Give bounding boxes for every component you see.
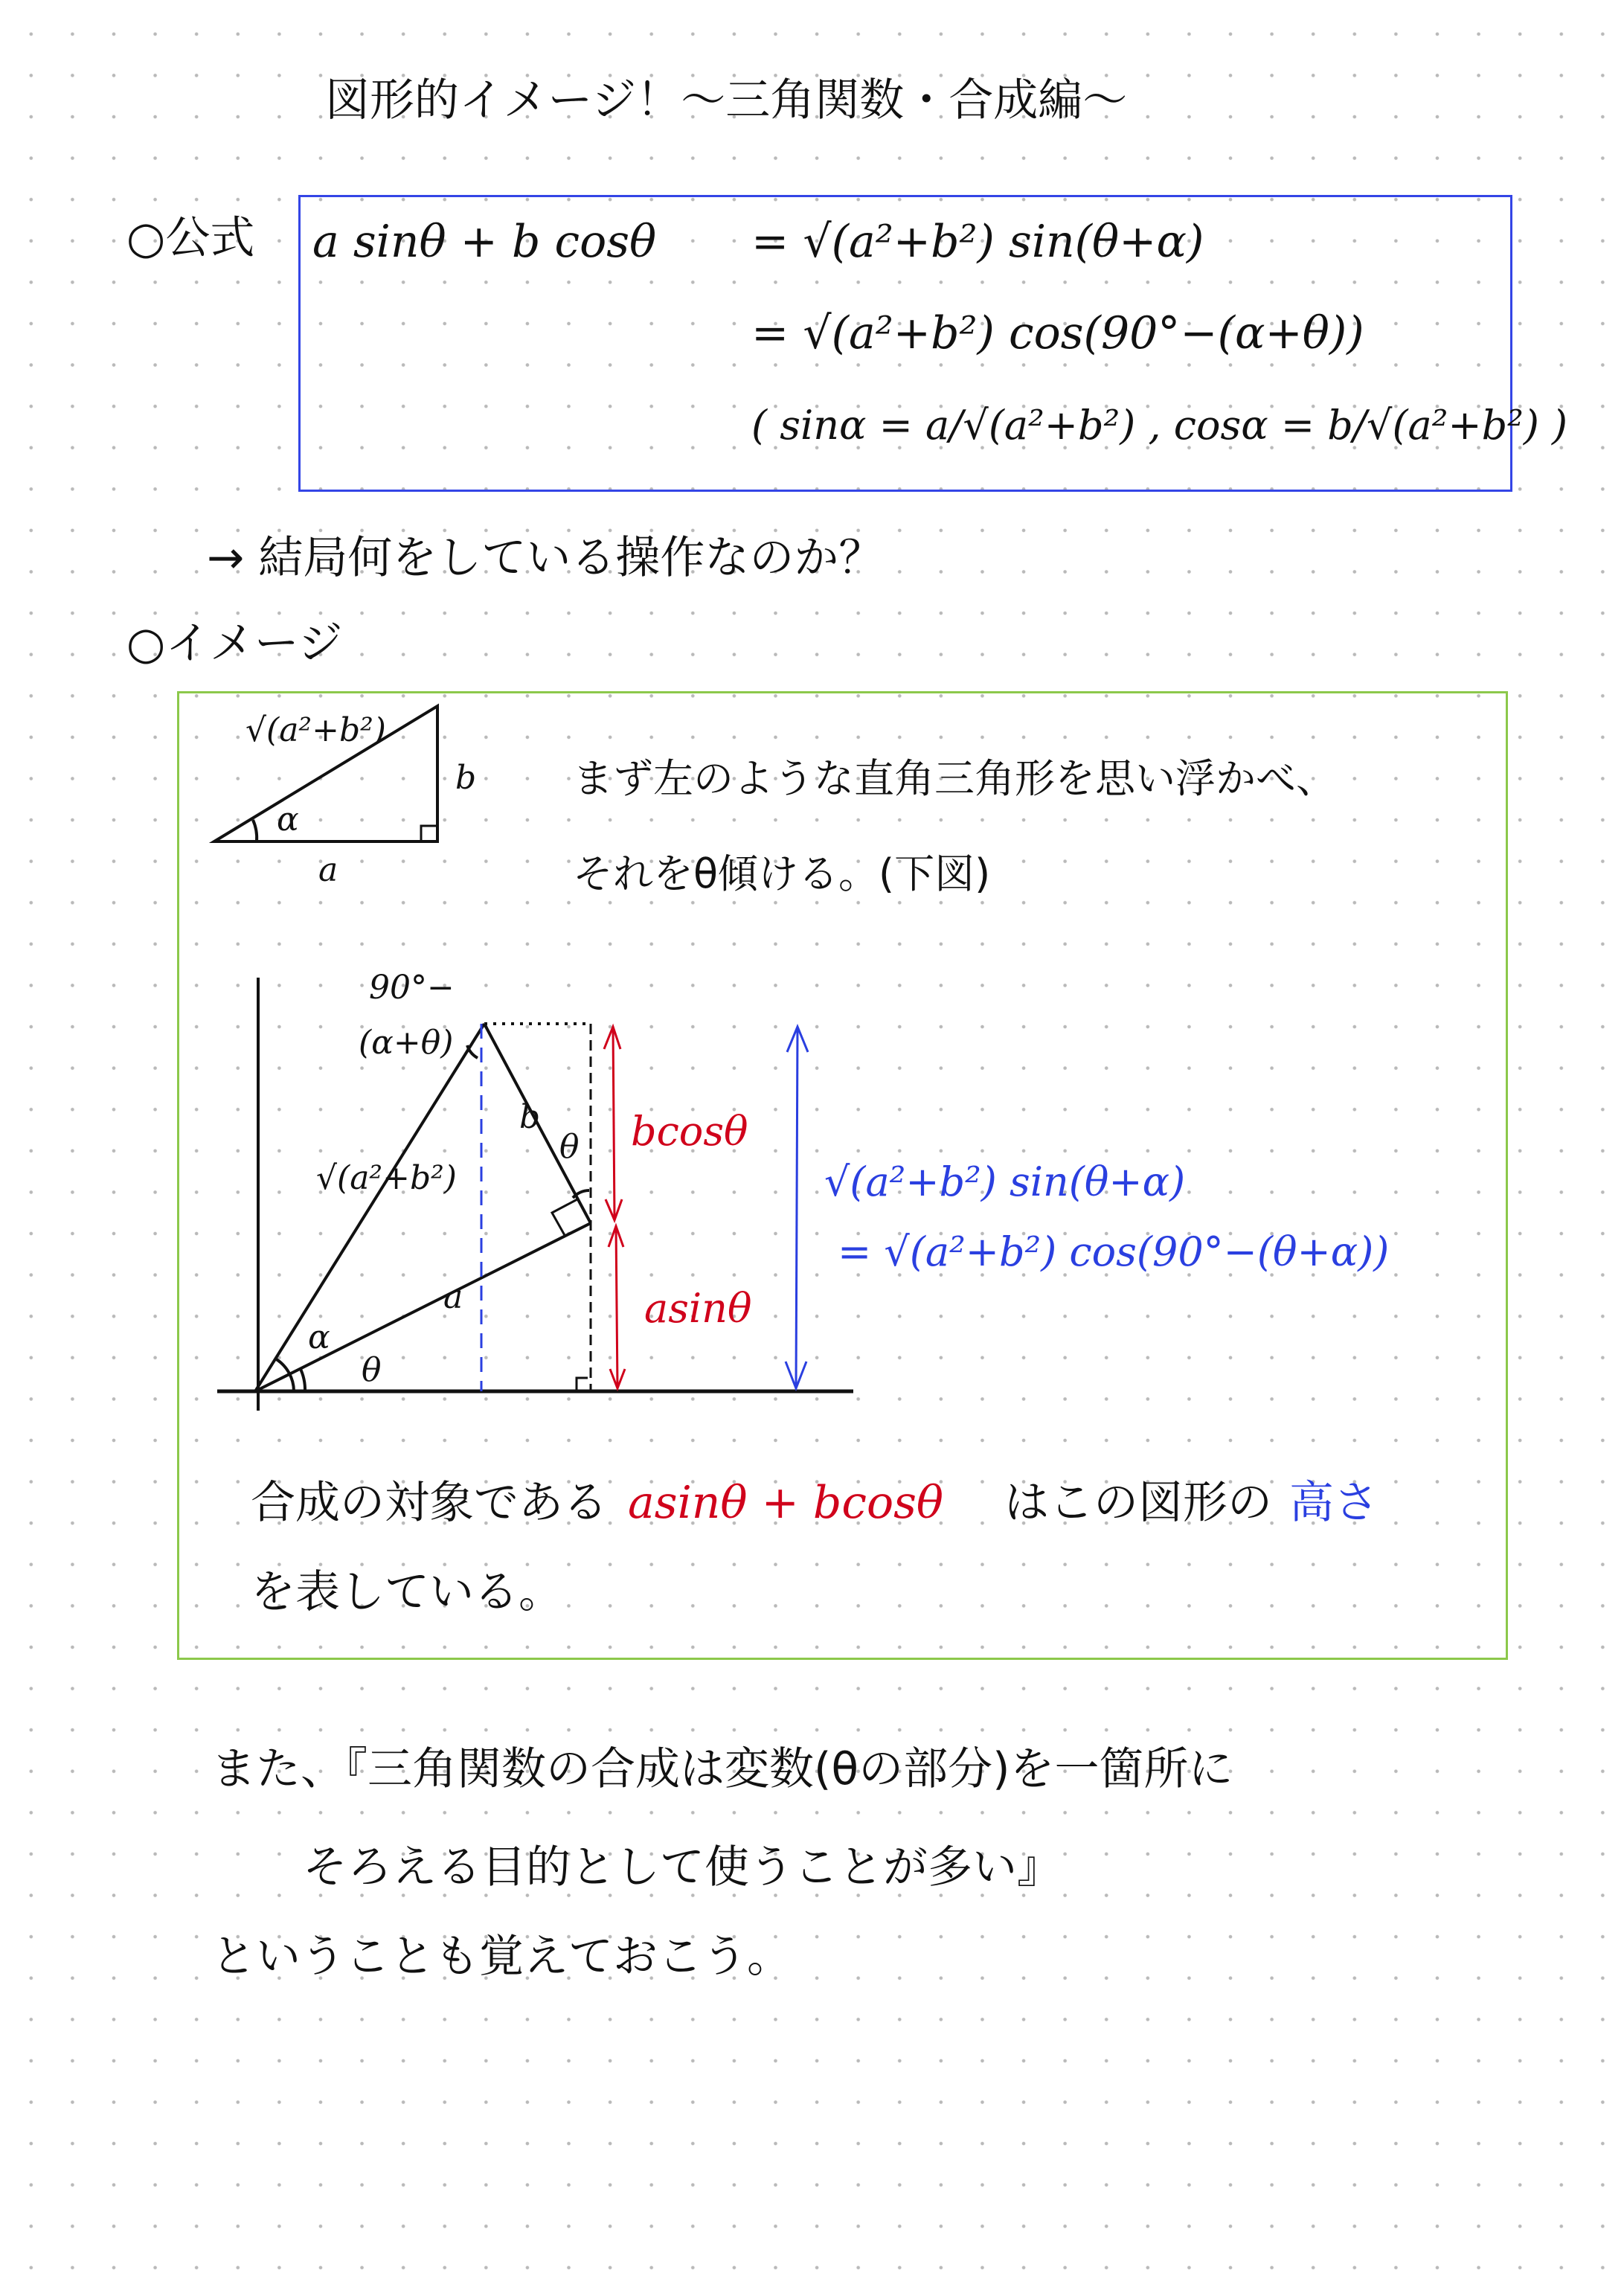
page-title: 図形的イメージ！〜三角関数・合成編〜 [325,74,1128,126]
apex-angle-label-1: 90°− [369,969,455,1007]
conclusion-height: 高さ [1289,1477,1379,1529]
small-b-label: b [455,759,477,797]
small-a-label: a [318,851,338,889]
small-hyp-label: √(a²+b²) [245,711,386,749]
question-text: → 結局何をしている操作なのか？ [207,532,884,584]
conclusion-text-1: 合成の対象である [251,1477,608,1529]
side-a-label: a [443,1278,463,1316]
bottom-right-angle-mark [577,1378,588,1391]
conclusion-expression: asinθ + bcosθ [628,1477,943,1529]
conclusion-text-3: を表している。 [251,1566,563,1618]
height-arrow [796,1027,797,1388]
asin-label: asinθ [644,1285,752,1332]
formula-line1-lhs: a sinθ + b cosθ [312,216,657,268]
side-b-label: b [519,1098,541,1136]
conclusion-text-2: はこの図形の [1004,1477,1272,1529]
alpha-label: α [308,1318,330,1356]
small-alpha-label: α [277,801,299,838]
formula-line3: ( sinα = a/√(a²+b²) , cosα = b/√(a²+b²) ) [751,402,1568,449]
formula-line2: = √(a²+b²) cos(90°−(α+θ)) [751,307,1364,359]
top-theta-label: θ [559,1128,580,1166]
note-line2: そろえる目的として使うことが多い』 [303,1841,1062,1893]
hyp-label: √(a²+b²) [316,1159,457,1197]
small-right-angle-mark [421,826,437,841]
hypotenuse-line [255,1024,484,1391]
theta-arc [300,1367,305,1391]
asin-arrow [616,1226,617,1388]
height-formula-1: √(a²+b²) sin(θ+α) [824,1158,1186,1205]
note-line3: ということも覚えておこう。 [211,1931,792,1983]
apex-angle-arc [467,1045,478,1058]
height-formula-2: = √(a²+b²) cos(90°−(θ+α)) [838,1228,1390,1275]
bcos-label: bcosθ [631,1108,748,1155]
image-heading: ○イメージ [126,618,343,670]
bcos-arrow [613,1027,614,1220]
small-alpha-arc [253,820,257,841]
explain-line1: まず左のような直角三角形を思い浮かべ、 [573,755,1336,802]
side-a-line [255,1223,591,1391]
formula-heading: ○公式 [126,212,255,264]
theta-label: θ [362,1351,382,1389]
formula-line1-rhs: = √(a²+b²) sin(θ+α) [751,216,1204,268]
explain-line2: それをθ傾ける。(下図) [573,850,991,897]
note-line1: また、『三角関数の合成は変数(θの部分)を一箇所に [211,1743,1233,1795]
apex-angle-label-2: (α+θ) [359,1024,454,1062]
